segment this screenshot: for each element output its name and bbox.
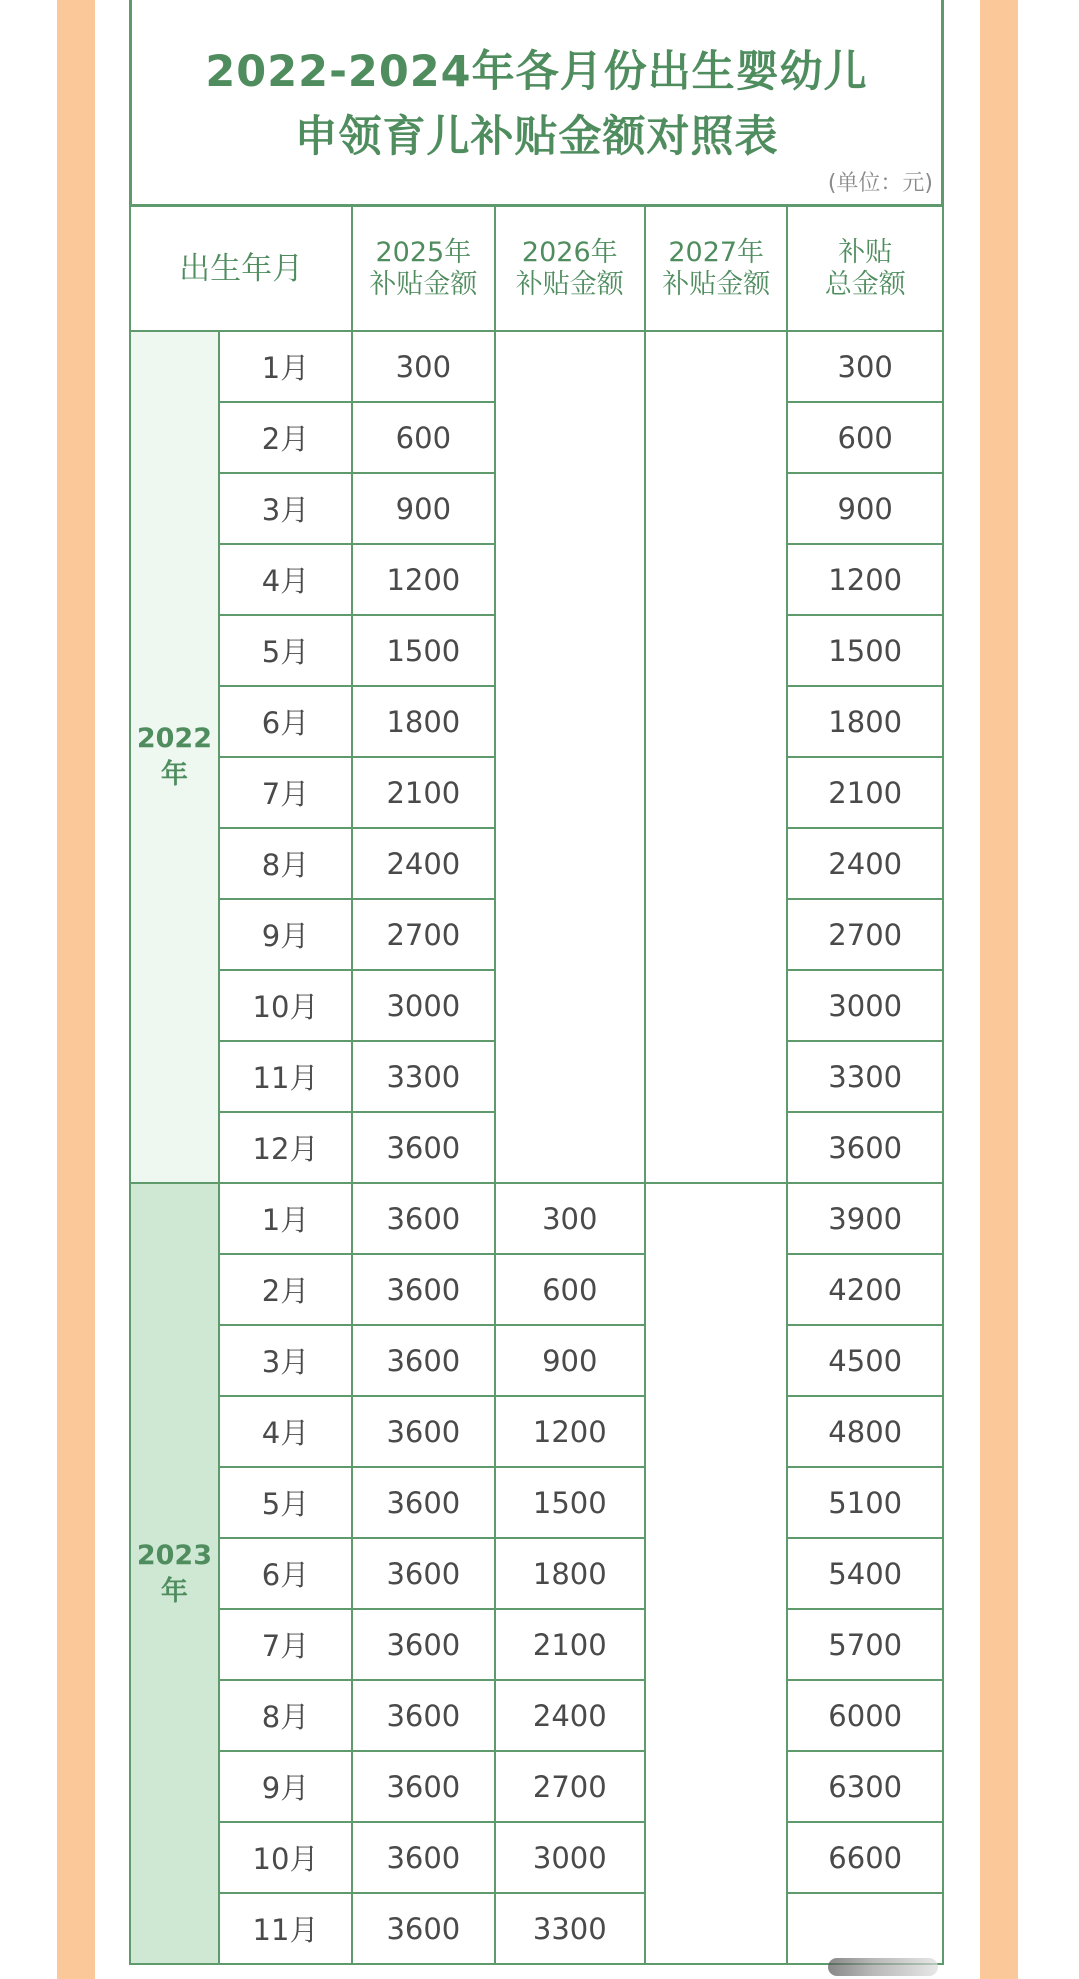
amount-2026-cell: 1800 [495,1538,645,1609]
amount-2025-cell: 3600 [352,1183,494,1254]
subsidy-table [129,204,944,1965]
total-cell: 2100 [787,757,943,828]
amount-2025-cell: 3600 [352,1467,494,1538]
amount-2025-cell: 3600 [352,1680,494,1751]
amount-2025-cell: 1200 [352,544,494,615]
month-cell: 1月 [219,1183,352,1254]
empty-2026-cell [495,331,645,1183]
total-cell: 300 [787,331,943,402]
amount-2025-cell: 2400 [352,828,494,899]
total-cell: 4500 [787,1325,943,1396]
amount-2025-cell: 2700 [352,899,494,970]
amount-2025-cell: 3600 [352,1254,494,1325]
total-cell: 5400 [787,1538,943,1609]
month-cell: 4月 [219,1396,352,1467]
table-row [130,1254,943,1325]
amount-2025-cell: 3600 [352,1893,494,1964]
amount-2025-cell: 3000 [352,970,494,1041]
table-row [130,1467,943,1538]
amount-2025-cell: 3600 [352,1751,494,1822]
total-cell: 6600 [787,1822,943,1893]
table-row [130,1396,943,1467]
total-cell: 1500 [787,615,943,686]
amount-2025-cell: 3600 [352,1325,494,1396]
blurred-overlay [828,1958,938,1976]
month-cell: 7月 [219,1609,352,1680]
month-cell: 9月 [219,1751,352,1822]
month-cell: 8月 [219,828,352,899]
amount-2025-cell: 3300 [352,1041,494,1112]
total-cell: 1800 [787,686,943,757]
table-row [130,1893,943,1964]
empty-2027-cell [645,331,787,1183]
month-cell: 10月 [219,970,352,1041]
month-cell: 9月 [219,899,352,970]
table-row [130,1538,943,1609]
title-line-2: 申领育儿补贴金额对照表 [294,112,779,162]
amount-2026-cell: 1200 [495,1396,645,1467]
header-row [130,206,943,332]
table-row [130,1325,943,1396]
amount-2025-cell: 600 [352,402,494,473]
month-cell: 2月 [219,402,352,473]
month-cell: 10月 [219,1822,352,1893]
amount-2026-cell: 900 [495,1325,645,1396]
header-total: 补贴 总金额 [787,206,943,332]
left-decor-stripe [57,0,95,1979]
total-cell: 4200 [787,1254,943,1325]
total-cell: 6300 [787,1751,943,1822]
total-cell: 3600 [787,1112,943,1183]
month-cell: 11月 [219,1893,352,1964]
month-cell: 12月 [219,1112,352,1183]
month-cell: 2月 [219,1254,352,1325]
amount-2026-cell: 1500 [495,1467,645,1538]
unit-label: (单位：元) [827,171,933,196]
amount-2025-cell: 300 [352,331,494,402]
month-cell: 1月 [219,331,352,402]
month-cell: 11月 [219,1041,352,1112]
total-cell: 4800 [787,1396,943,1467]
header-2025: 2025年 补贴金额 [352,206,494,332]
amount-2026-cell: 3000 [495,1822,645,1893]
table-row [130,1609,943,1680]
amount-2026-cell: 2100 [495,1609,645,1680]
right-decor-stripe [980,0,1018,1979]
total-cell: 5700 [787,1609,943,1680]
total-cell: 600 [787,402,943,473]
title-line-1: 2022-2024年各月份出生婴幼儿 [205,47,868,97]
amount-2025-cell: 1500 [352,615,494,686]
amount-2025-cell: 2100 [352,757,494,828]
amount-2026-cell: 300 [495,1183,645,1254]
amount-2025-cell: 3600 [352,1396,494,1467]
total-cell: 5100 [787,1467,943,1538]
amount-2026-cell: 2700 [495,1751,645,1822]
table-row [130,1680,943,1751]
amount-2025-cell: 3600 [352,1538,494,1609]
month-cell: 3月 [219,473,352,544]
month-cell: 5月 [219,1467,352,1538]
header-birth-month: 出生年月 [130,206,352,332]
total-cell [787,1893,943,1964]
total-cell: 3000 [787,970,943,1041]
month-cell: 6月 [219,1538,352,1609]
month-cell: 6月 [219,686,352,757]
month-cell: 4月 [219,544,352,615]
amount-2026-cell: 3300 [495,1893,645,1964]
amount-2025-cell: 1800 [352,686,494,757]
total-cell: 900 [787,473,943,544]
total-cell: 6000 [787,1680,943,1751]
total-cell: 3300 [787,1041,943,1112]
empty-2027-cell [645,1183,787,1964]
total-cell: 2700 [787,899,943,970]
title-box [129,0,944,204]
table-row [130,1751,943,1822]
amount-2025-cell: 3600 [352,1822,494,1893]
amount-2025-cell: 3600 [352,1609,494,1680]
amount-2026-cell: 2400 [495,1680,645,1751]
month-cell: 7月 [219,757,352,828]
table-row [130,1183,943,1254]
header-2026: 2026年 补贴金额 [495,206,645,332]
year-cell: 2022 年 [130,331,219,1183]
month-cell: 8月 [219,1680,352,1751]
amount-2025-cell: 900 [352,473,494,544]
month-cell: 3月 [219,1325,352,1396]
amount-2025-cell: 3600 [352,1112,494,1183]
month-cell: 5月 [219,615,352,686]
total-cell: 3900 [787,1183,943,1254]
table-row [130,1822,943,1893]
total-cell: 2400 [787,828,943,899]
amount-2026-cell: 600 [495,1254,645,1325]
total-cell: 1200 [787,544,943,615]
year-cell: 2023 年 [130,1183,219,1964]
header-2027: 2027年 补贴金额 [645,206,787,332]
table-row [130,331,943,402]
